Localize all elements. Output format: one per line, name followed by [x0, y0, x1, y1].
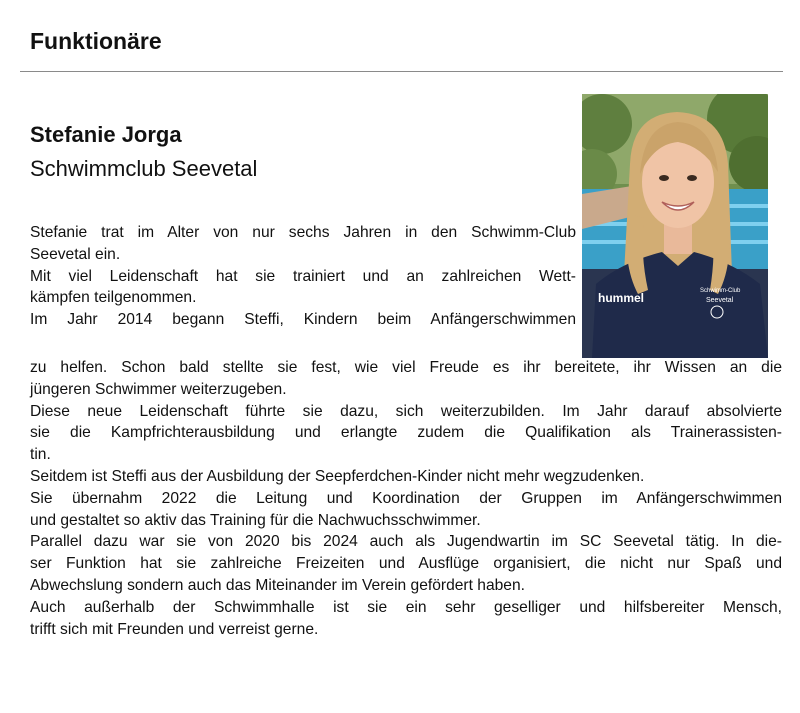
bio-line: kämpfen teilgenommen.	[30, 289, 197, 307]
bio-line: tin.	[30, 446, 51, 464]
person-name: Stefanie Jorga	[30, 122, 182, 147]
bio-line: und gestaltet so aktiv das Training für die Nachwuchsschwimmer.	[30, 511, 481, 529]
bio-line: Parallel dazu war sie von 2020 bis 2024 auch als Jugendwartin im SC Seevetal tätig. In die-	[30, 533, 782, 551]
shirt-brand: hummel	[598, 291, 645, 305]
bio-line: Seitdem ist Steffi aus der Ausbildung der Seepferdchen-Kinder nicht mehr wegzudenken.	[30, 467, 645, 485]
bio-line: Im Jahr 2014 begann Steffi, Kindern beim Anfängerschwimmen	[30, 311, 576, 329]
bio-line: Stefanie trat im Alter von nur sechs Jahren in den Schwimm-Club	[30, 224, 576, 241]
bio-line: ser Funktion hat sie zahlreiche Freizeiten und Ausflüge organisiert, die nicht nur Spaß und	[30, 555, 782, 573]
bio-line: Seevetal ein.	[30, 245, 121, 263]
bio-line: Abwechslung sondern auch das Miteinander im Verein gefördert haben.	[30, 576, 525, 594]
bio-line: sie die Kampfrichterausbildung und erlangte zudem die Qualifikation als Trainerassisten-	[30, 424, 782, 442]
title-divider	[20, 71, 783, 72]
shirt-club-line2: Seevetal	[706, 297, 734, 304]
bio-line: jüngeren Schwimmer weiterzugeben.	[30, 380, 287, 398]
shirt-club-line1: Schwimm-Club	[700, 288, 741, 294]
bio-line: trifft sich mit Freunden und verreist gerne.	[30, 620, 319, 638]
photo-gap	[30, 331, 782, 357]
bio-line: Mit viel Leidenschaft hat sie trainiert und an zahlreichen Wett-	[30, 267, 576, 285]
bio-text	[30, 222, 782, 640]
club-name: Schwimmclub Seevetal	[30, 156, 258, 181]
bio-line: zu helfen. Schon bald stellte sie fest, wie viel Freude es ihr bereitete, ihr Wissen an die	[30, 358, 782, 376]
bio-line: Auch außerhalb der Schwimmhalle ist sie ein sehr geselliger und hilfsbereiter Mensch,	[30, 598, 782, 616]
section-title: Funktionäre	[30, 28, 162, 54]
bio-line: Diese neue Leidenschaft führte sie dazu, sich weiterzubilden. Im Jahr darauf absolvierte	[30, 402, 782, 420]
bio-line: Sie übernahm 2022 die Leitung und Koordination der Gruppen im Anfängerschwimmen	[30, 489, 782, 507]
